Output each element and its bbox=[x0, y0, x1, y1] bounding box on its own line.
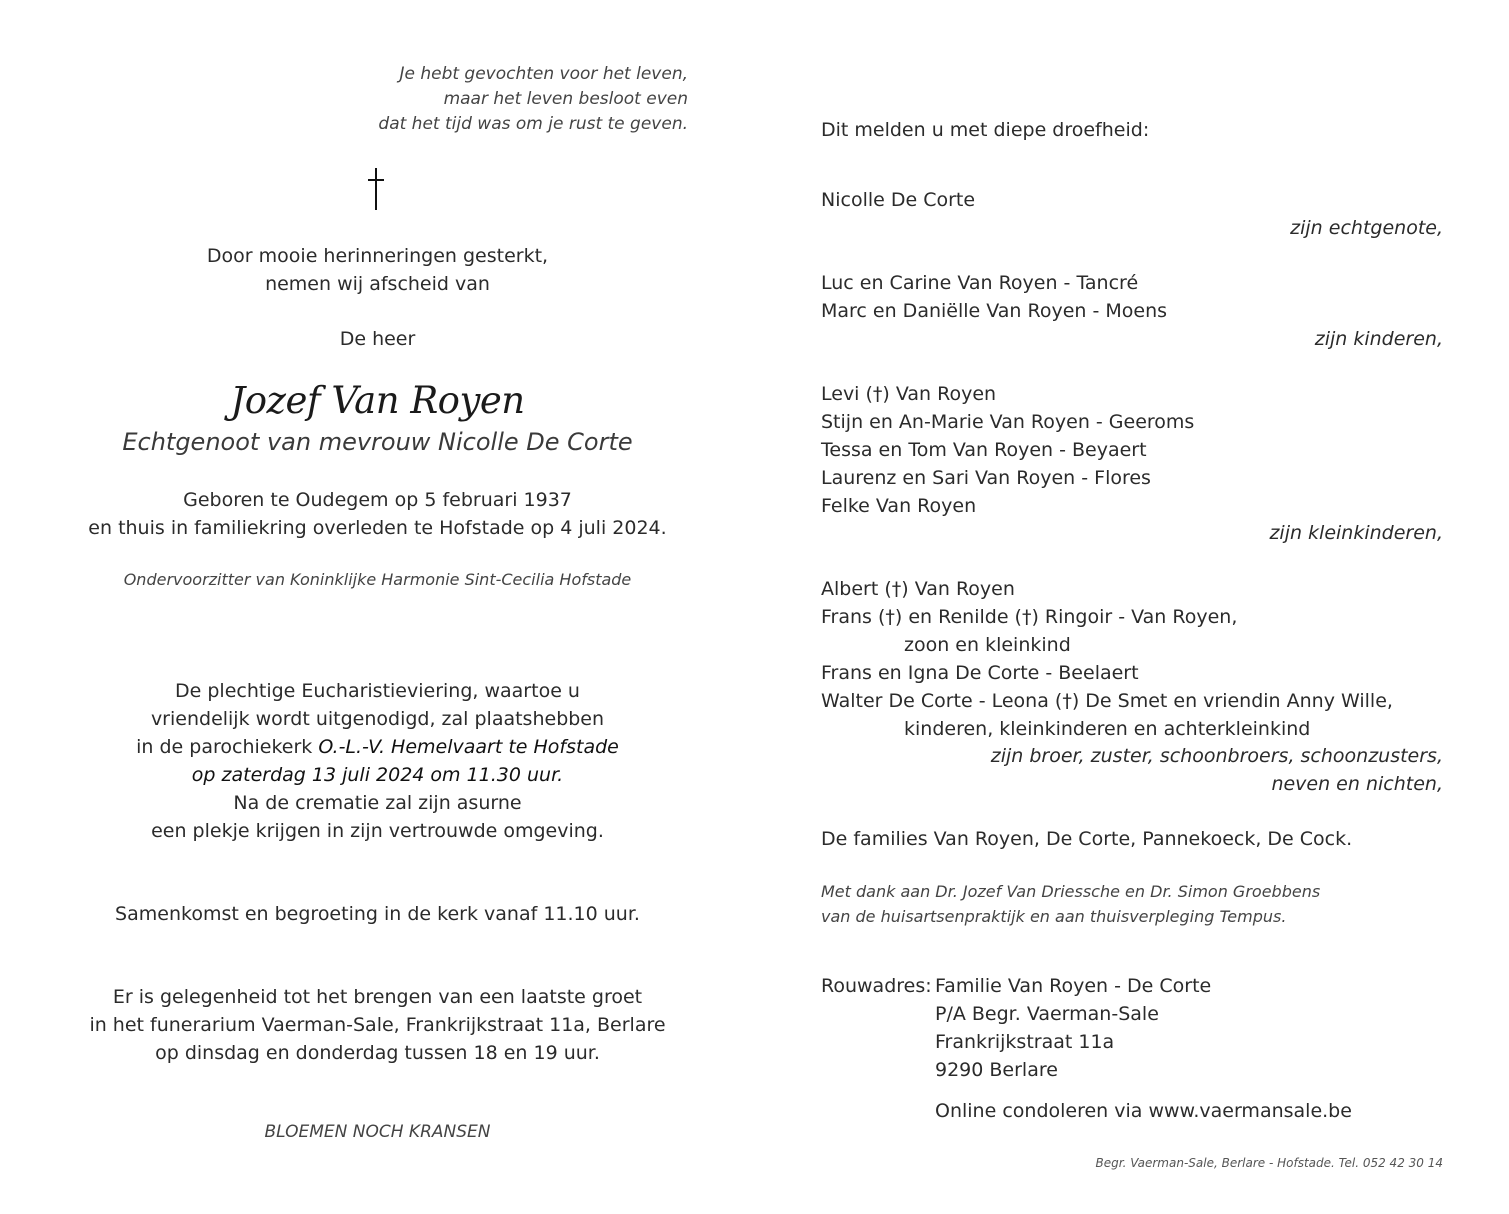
online-condolence: Online condoleren via www.vaermansale.be bbox=[935, 1100, 1352, 1122]
footer-credit: Begr. Vaerman-Sale, Berlare - Hofstade. Tel. 052 42 30 14 bbox=[1095, 1156, 1443, 1170]
family-subline: zoon en kleinkind bbox=[904, 634, 1071, 656]
church-name: O.-L.-V. Hemelvaart te Hofstade bbox=[318, 736, 619, 758]
flowers-note: BLOEMEN NOCH KRANSEN bbox=[264, 1122, 491, 1142]
poem-line: maar het leven besloot even bbox=[443, 89, 688, 109]
spouse-line: Echtgenoot van mevrouw Nicolle De Corte bbox=[122, 428, 633, 456]
visit-info bbox=[0, 983, 755, 1067]
family-name: Frans (†) en Renilde (†) Ringoir - Van Royen, bbox=[821, 606, 1238, 628]
address-line: Frankrijkstraat 11a bbox=[935, 1031, 1115, 1053]
thanks-line: Met dank aan Dr. Jozef Van Driessche en Dr. Simon Groebbens bbox=[821, 882, 1321, 901]
address-line: 9290 Berlare bbox=[935, 1059, 1058, 1081]
family-name: Frans en Igna De Corte - Beelaert bbox=[821, 662, 1139, 684]
relation-siblings bbox=[991, 742, 1443, 798]
ceremony-info bbox=[0, 677, 755, 845]
death-line: en thuis in familiekring overleden te Hofstade op 4 juli 2024. bbox=[88, 517, 667, 539]
poem-line: Je hebt gevochten voor het leven, bbox=[399, 64, 688, 84]
family-name: Luc en Carine Van Royen - Tancré bbox=[821, 272, 1139, 294]
deceased-name: Jozef Van Royen bbox=[230, 379, 525, 422]
ceremony-line: De plechtige Eucharistieviering, waartoe u bbox=[175, 680, 580, 702]
relation-line: zijn broer, zuster, schoonbroers, schoonzusters, bbox=[990, 745, 1443, 767]
relation-children: zijn kinderen, bbox=[1314, 328, 1443, 350]
poem bbox=[378, 62, 688, 137]
thanks-note bbox=[821, 879, 1320, 929]
address-label: Rouwadres: bbox=[821, 975, 932, 997]
ceremony-line: Na de crematie zal zijn asurne bbox=[233, 792, 522, 814]
visit-line: Er is gelegenheid tot het brengen van een laatste groet bbox=[112, 986, 643, 1008]
relation-grandchildren: zijn kleinkinderen, bbox=[1269, 522, 1443, 544]
family-name: Walter De Corte - Leona (†) De Smet en vriendin Anny Wille, bbox=[821, 690, 1393, 712]
meeting-info: Samenkomst en begroeting in de kerk vanaf 11.10 uur. bbox=[115, 903, 640, 925]
ceremony-line: vriendelijk wordt uitgenodigd, zal plaatshebben bbox=[150, 708, 605, 730]
family-name: Tessa en Tom Van Royen - Beyaert bbox=[821, 439, 1147, 461]
church-prefix: in de parochiekerk bbox=[136, 736, 319, 758]
visit-line: op dinsdag en donderdag tussen 18 en 19 uur. bbox=[155, 1042, 600, 1064]
relation-line: neven en nichten, bbox=[1271, 773, 1443, 795]
family-subline: kinderen, kleinkinderen en achterkleinkind bbox=[904, 718, 1311, 740]
family-name: Marc en Daniëlle Van Royen - Moens bbox=[821, 300, 1168, 322]
intro bbox=[0, 242, 755, 298]
thanks-line: van de huisartsenpraktijk en aan thuisverpleging Tempus. bbox=[821, 907, 1287, 926]
title-prefix: De heer bbox=[339, 328, 416, 350]
family-name: Albert (†) Van Royen bbox=[821, 578, 1015, 600]
children-names bbox=[821, 269, 1167, 325]
family-name: Levi (†) Van Royen bbox=[821, 383, 997, 405]
birth-line: Geboren te Oudegem op 5 februari 1937 bbox=[183, 489, 572, 511]
address-block bbox=[935, 972, 1211, 1084]
role-line: Ondervoorzitter van Koninklijke Harmonie Sint-Cecilia Hofstade bbox=[123, 570, 632, 589]
family-name: Nicolle De Corte bbox=[821, 189, 976, 211]
ceremony-date: op zaterdag 13 juli 2024 om 11.30 uur. bbox=[191, 764, 564, 786]
intro-line: Door mooie herinneringen gesterkt, bbox=[206, 245, 549, 267]
family-name: Felke Van Royen bbox=[821, 495, 977, 517]
spouse-names bbox=[821, 186, 975, 214]
address-line: Familie Van Royen - De Corte bbox=[935, 975, 1212, 997]
address-line: P/A Begr. Vaerman-Sale bbox=[935, 1003, 1159, 1025]
siblings-names bbox=[821, 575, 1393, 743]
family-name: Laurenz en Sari Van Royen - Flores bbox=[821, 467, 1151, 489]
family-name: Stijn en An-Marie Van Royen - Geeroms bbox=[821, 411, 1195, 433]
relation-spouse: zijn echtgenote, bbox=[1290, 217, 1443, 239]
intro-line: nemen wij afscheid van bbox=[265, 273, 490, 295]
poem-line: dat het tijd was om je rust te geven. bbox=[378, 114, 688, 134]
cross-icon bbox=[362, 168, 392, 212]
announcement: Dit melden u met diepe droefheid: bbox=[821, 119, 1150, 141]
birth-death-info bbox=[0, 486, 755, 542]
ceremony-line bbox=[0, 733, 755, 761]
ceremony-line: een plekje krijgen in zijn vertrouwde omgeving. bbox=[151, 820, 604, 842]
families-line: De families Van Royen, De Corte, Pannekoeck, De Cock. bbox=[821, 828, 1353, 850]
grandchildren-names bbox=[821, 380, 1194, 520]
visit-line: in het funerarium Vaerman-Sale, Frankrijkstraat 11a, Berlare bbox=[89, 1014, 666, 1036]
